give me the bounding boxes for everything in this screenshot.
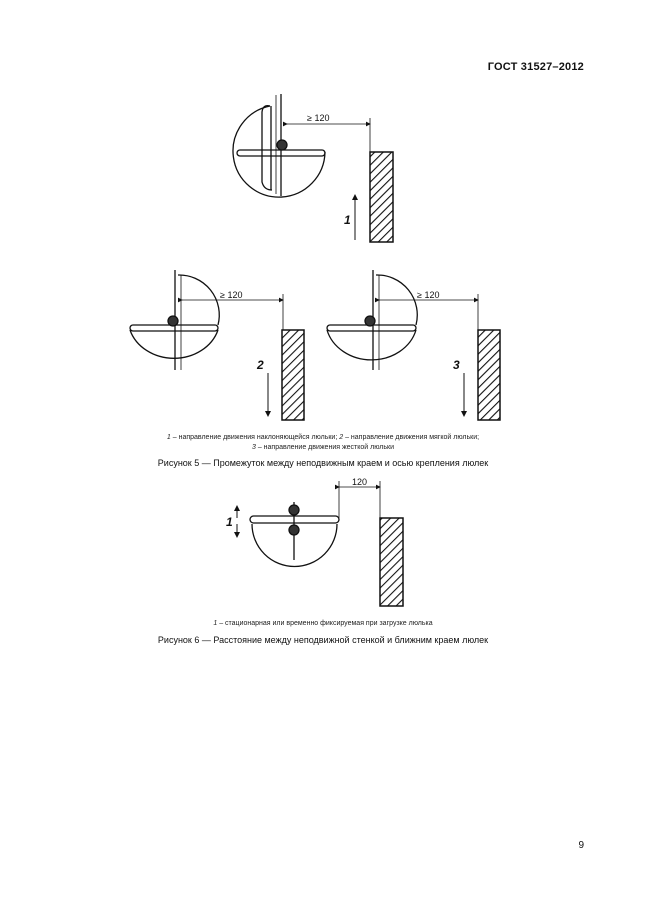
legend-num: 1	[166, 434, 171, 441]
legend-text: – стационарная или временно фиксируемая при загрузке люлька	[217, 620, 433, 627]
fig5-legend	[0, 433, 646, 453]
fig5-legend-line-1	[0, 433, 646, 443]
legend-text: – направление движения жесткой люльки	[255, 444, 395, 451]
fig6-caption: Рисунок 6 — Расстояние между неподвижной стенкой и ближним краем люлек	[157, 635, 489, 645]
fig5-legend-line-2	[0, 443, 646, 453]
fig5-dim-label-3: ≥ 120	[417, 290, 440, 300]
fig5-dim-label-2: ≥ 120	[220, 290, 243, 300]
legend-text: – направление движения наклоняющейся люльки;	[170, 434, 340, 441]
fig6-diagram	[237, 481, 403, 606]
fig6-marker-1: 1	[226, 515, 233, 529]
fig6-legend	[0, 619, 646, 629]
fig5-marker-2: 2	[257, 358, 264, 372]
fig5-caption: Рисунок 5 — Промежуток между неподвижным краем и осью крепления люлек	[157, 458, 489, 468]
fig5-diagram-soft	[130, 270, 304, 420]
fig5-marker-1: 1	[344, 213, 351, 227]
fig5-diagram-rigid	[327, 270, 500, 420]
legend-num: 3	[251, 444, 256, 451]
document-code: ГОСТ 31527–2012	[487, 61, 584, 73]
legend-num: 2	[339, 434, 344, 441]
legend-num: 1	[213, 620, 218, 627]
legend-text: – направление движения мягкой люльки;	[343, 434, 480, 441]
fig5-dim-label-1: ≥ 120	[307, 113, 330, 123]
page-number: 9	[578, 840, 584, 851]
fig5-marker-3: 3	[453, 358, 460, 372]
fig6-dim-label: 120	[352, 477, 368, 487]
